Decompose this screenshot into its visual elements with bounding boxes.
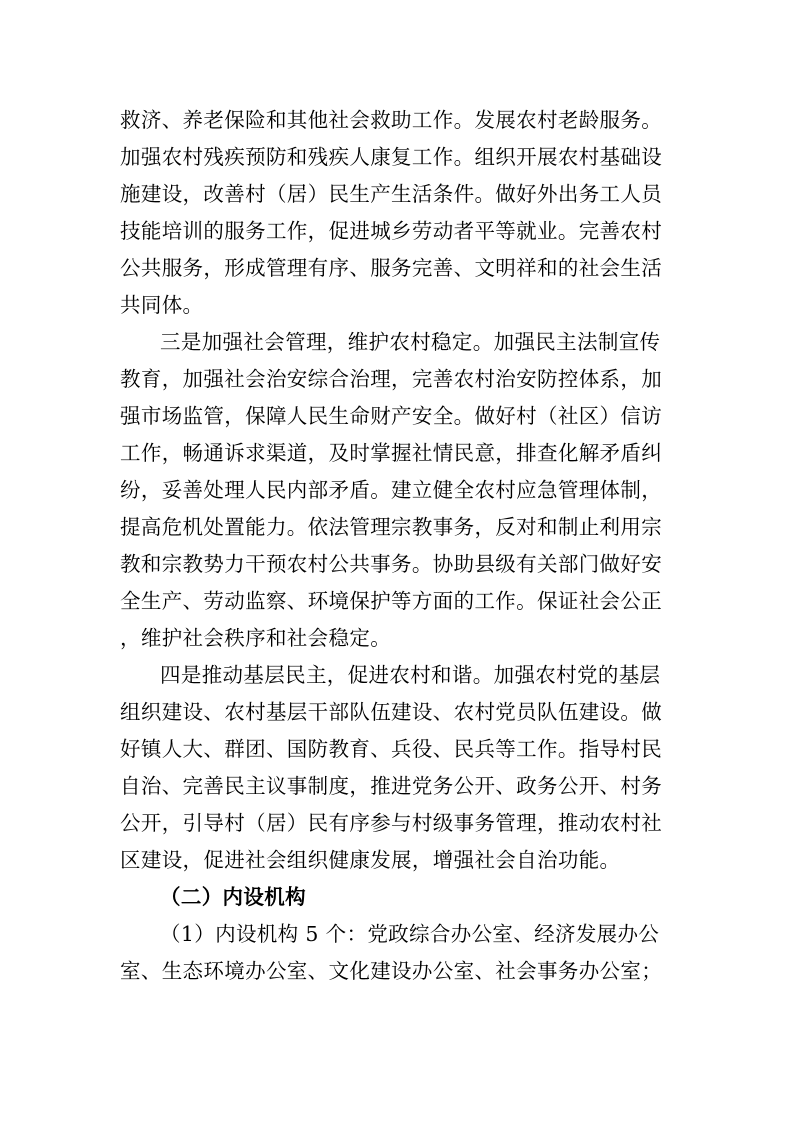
text-line: 全生产、劳动监察、环境保护等方面的工作。保证社会公正 (120, 589, 663, 613)
text-line: 提高危机处置能力。依法管理宗教事务，反对和制止利用宗 (120, 515, 663, 539)
text-line: 教和宗教势力干预农村公共事务。协助县级有关部门做好安 (120, 552, 663, 576)
text-line: 工作，畅通诉求渠道，及时掌握社情民意，排查化解矛盾纠 (120, 441, 663, 465)
text-line: ，维护社会秩序和社会稳定。 (120, 626, 392, 650)
paragraph-start-line: （1）内设机构 5 个：党政综合办公室、经济发展办公 (160, 922, 660, 946)
text-line: 施建设，改善村（居）民生产生活条件。做好外出务工人员 (120, 182, 663, 206)
section-heading: （二）内设机构 (160, 885, 306, 909)
paragraph-start-line: 四是推动基层民主，促进农村和谐。加强农村党的基层 (160, 663, 661, 687)
text-line: 室、生态环境办公室、文化建设办公室、社会事务办公室； (120, 959, 663, 983)
text-line: 组织建设、农村基层干部队伍建设、农村党员队伍建设。做 (120, 700, 663, 724)
text-line: 公开，引导村（居）民有序参与村级事务管理，推动农村社 (120, 811, 663, 835)
text-line: 纷，妥善处理人民内部矛盾。建立健全农村应急管理体制， (120, 478, 663, 502)
text-line: 好镇人大、群团、国防教育、兵役、民兵等工作。指导村民 (120, 737, 663, 761)
text-line: 公共服务，形成管理有序、服务完善、文明祥和的社会生活 (120, 256, 663, 280)
text-line: 救济、养老保险和其他社会救助工作。发展农村老龄服务。 (120, 108, 663, 132)
text-line: 区建设，促进社会组织健康发展，增强社会自治功能。 (120, 848, 621, 872)
paragraph-start-line: 三是加强社会管理，维护农村稳定。加强民主法制宣传 (160, 330, 661, 354)
text-line: 强市场监管，保障人民生命财产安全。做好村（社区）信访 (120, 404, 663, 428)
text-line: 教育，加强社会治安综合治理，完善农村治安防控体系，加 (120, 367, 663, 391)
text-line: 加强农村残疾预防和残疾人康复工作。组织开展农村基础设 (120, 145, 663, 169)
text-line: 共同体。 (120, 293, 204, 317)
text-line: 技能培训的服务工作，促进城乡劳动者平等就业。完善农村 (120, 219, 663, 243)
text-line: 自治、完善民主议事制度，推进党务公开、政务公开、村务 (120, 774, 663, 798)
